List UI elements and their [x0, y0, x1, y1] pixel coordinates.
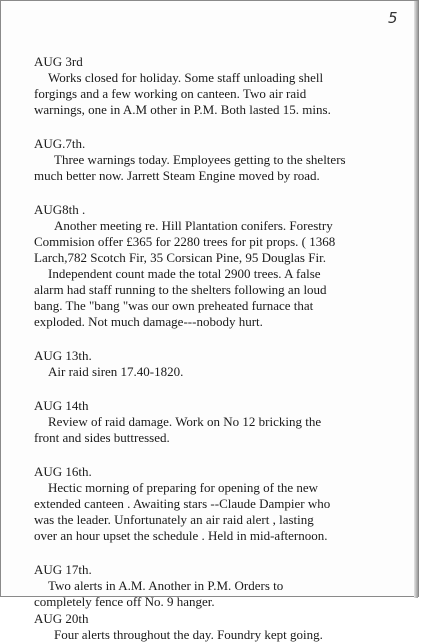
diary-entries [34, 53, 406, 643]
entry-text: Two alerts in A.M. Another in P.M. Orders to completely fence off No. 9 hanger. [34, 578, 284, 609]
diary-entry-aug-14 [34, 397, 406, 446]
diary-entry-aug-17 [34, 561, 406, 610]
entry-date: AUG 17th. [34, 562, 92, 577]
entry-text: Works closed for holiday. Some staff unloading shell forgings and a few working on canteen. Two air raid warnings, one in A.M other in P.M. Both lasted 15. mins. [34, 70, 331, 117]
entry-date: AUG8th . [34, 202, 86, 217]
entry-date: AUG 3rd [34, 54, 83, 69]
entry-date: AUG 20th [34, 611, 89, 626]
diary-entry-aug-3 [34, 53, 406, 118]
entry-date: AUG 14th [34, 398, 89, 413]
page-edge-shadow [414, 1, 418, 598]
diary-entry-aug-20 [34, 610, 406, 643]
entry-text: Independent count made the total 2900 trees. A false alarm had staff running to the shelters following an loud bang. The "bang "was our own preheated furnace that exploded. Not much damage---nobody hurt. [34, 266, 327, 329]
entry-text: Air raid siren 17.40-1820. [48, 364, 184, 379]
entry-date: AUG.7th. [34, 136, 86, 151]
entry-date: AUG 16th. [34, 464, 92, 479]
diary-entry-aug-7 [34, 135, 406, 184]
entry-date: AUG 13th. [34, 348, 92, 363]
entry-text: Another meeting re. Hill Plantation conifers. Forestry Commision offer £365 for 2280 trees for pit props. ( 1368 Larch,782 Scotch Fir, 35 Corsican Pine, 95 Douglas Fir. [34, 218, 336, 265]
diary-entry-aug-13 [34, 347, 406, 380]
diary-entry-aug-16 [34, 463, 406, 544]
page-number: 5 [388, 9, 398, 27]
entry-text: Review of raid damage. Work on No 12 bricking the front and sides buttressed. [34, 414, 322, 445]
diary-entry-aug-8 [34, 201, 406, 330]
entry-text: Four alerts throughout the day. Foundry kept going. [54, 627, 323, 642]
entry-text: Hectic morning of preparing for opening of the new extended canteen . Awaiting stars --Claude Dampier who was the leader. Unfortunately an air raid alert , lasting over an hour upset the schedule . Held in mid-afternoon. [34, 480, 331, 543]
entry-text: Three warnings today. Employees getting to the shelters much better now. Jarrett Steam Engine moved by road. [34, 152, 346, 183]
